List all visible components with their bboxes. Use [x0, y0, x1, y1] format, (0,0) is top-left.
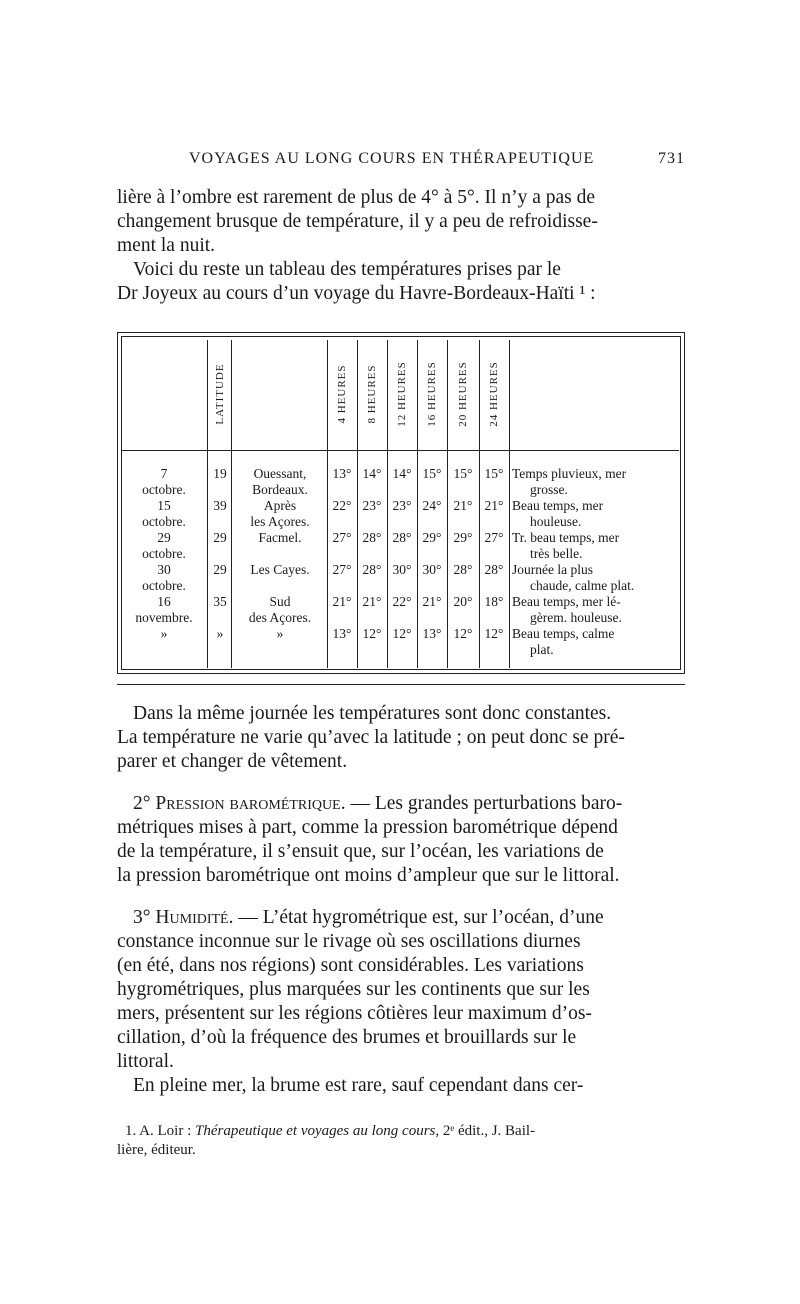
text-line: 3° Humidité. — L’état hygrométrique est, sur l’océan, d’une — [133, 907, 604, 928]
cell-date: 29 octobre. — [142, 530, 186, 561]
cell-temperature: 28° — [362, 530, 382, 545]
cell-temperature: 28° — [392, 530, 412, 545]
text-line: ment la nuit. — [117, 235, 216, 256]
cell-temperature: 21° — [453, 498, 473, 513]
cell-latitude: 29 — [213, 530, 227, 545]
text-line: la pression barométrique ont moins d’ampleur que sur le littoral. — [117, 865, 620, 886]
header-rule — [122, 450, 679, 451]
cell-temperature: 29° — [453, 530, 473, 545]
cell-temperature: 14° — [362, 466, 382, 481]
text-line: lière à l’ombre est rarement de plus de 4° à 5°. Il n’y a pas de — [117, 187, 595, 208]
footnote-line: 1. A. Loir : Thérapeutique et voyages au long cours, 2ᵉ édit., J. Bail- — [125, 1123, 536, 1139]
text-line: Voici du reste un tableau des températures prises par le — [133, 259, 561, 280]
cell-latitude: 35 — [213, 594, 227, 609]
cell-temperature: 14° — [392, 466, 412, 481]
cell-temperature: 21° — [332, 594, 352, 609]
text-line: La température ne varie qu’avec la latitude ; on peut donc se pré- — [117, 727, 625, 748]
text-line: hygrométriques, plus marquées sur les continents que sur les — [117, 979, 590, 1000]
section-heading: 2° Pression barométrique. — [133, 793, 346, 814]
header-8h: 8 HEURES — [366, 364, 378, 424]
cell-temperature: 12° — [392, 626, 412, 641]
cell-temperature: 27° — [484, 530, 504, 545]
text-line: métriques mises à part, comme la pression barométrique dépend — [117, 817, 618, 838]
cell-temperature: 29° — [422, 530, 442, 545]
text-line: de la température, il s’ensuit que, sur l’océan, les variations de — [117, 841, 604, 862]
cell-place: Facmel. — [258, 530, 302, 545]
cell-temperature: 13° — [332, 626, 352, 641]
cell-temperature: 12° — [484, 626, 504, 641]
cell-latitude: 39 — [213, 498, 227, 513]
cell-remark: Temps pluvieux, mer grosse. — [512, 466, 627, 497]
paragraph-humidity — [117, 906, 687, 1098]
column-divider — [509, 340, 510, 668]
cell-temperature: 27° — [332, 562, 352, 577]
text-line: Dans la même journée les températures sont donc constantes. — [133, 703, 612, 724]
header-24h: 24 HEURES — [488, 361, 500, 427]
cell-remark: Beau temps, mer houleuse. — [512, 498, 604, 529]
cell-place: Les Cayes. — [250, 562, 310, 577]
text-line: 2° Pression barométrique. — Les grandes perturbations baro- — [133, 793, 623, 814]
footnote-line: lière, éditeur. — [117, 1142, 196, 1158]
cell-temperature: 18° — [484, 594, 504, 609]
cell-temperature: 12° — [453, 626, 473, 641]
cell-temperature: 15° — [453, 466, 473, 481]
cell-place: » — [276, 626, 284, 641]
cell-temperature: 15° — [484, 466, 504, 481]
cell-temperature: 28° — [362, 562, 382, 577]
cell-remark: Beau temps, calme plat. — [512, 626, 615, 657]
column-divider — [207, 340, 208, 668]
cell-date: 7 octobre. — [142, 466, 186, 497]
page-number: 731 — [658, 150, 685, 167]
header-20h: 20 HEURES — [457, 361, 469, 427]
cell-remark: Journée la plus chaude, calme plat. — [512, 562, 635, 593]
section-heading: 3° Humidité. — [133, 907, 234, 928]
cell-temperature: 23° — [362, 498, 382, 513]
cell-temperature: 21° — [362, 594, 382, 609]
text-line: (en été, dans nos régions) sont considérables. Les variations — [117, 955, 584, 976]
cell-temperature: 22° — [392, 594, 412, 609]
table-bottom-rule — [117, 684, 685, 685]
footnote — [117, 1122, 687, 1160]
text-line: cillation, d’où la fréquence des brumes et brouillards sur le — [117, 1027, 577, 1048]
cell-remark: Beau temps, mer lé- gèrem. houleuse. — [512, 594, 622, 625]
cell-date: 15 octobre. — [142, 498, 186, 529]
text-line: mers, présentent sur les régions côtières leur maximum d’os- — [117, 1003, 592, 1024]
cell-temperature: 21° — [484, 498, 504, 513]
paragraph-pressure — [117, 792, 687, 888]
intro-paragraph — [117, 186, 687, 306]
cell-temperature: 15° — [422, 466, 442, 481]
paragraph-constant-temp — [117, 702, 687, 774]
cell-date: 30 octobre. — [142, 562, 186, 593]
cell-place: Après les Açores. — [250, 498, 310, 529]
cell-latitude: 29 — [213, 562, 227, 577]
cell-temperature: 22° — [332, 498, 352, 513]
cell-remark: Tr. beau temps, mer très belle. — [512, 530, 620, 561]
cell-temperature: 24° — [422, 498, 442, 513]
cell-temperature: 28° — [484, 562, 504, 577]
cell-date: 16 novembre. — [135, 594, 193, 625]
header-title: VOYAGES AU LONG COURS EN THÉRAPEUTIQUE — [189, 150, 595, 167]
header-4h: 4 HEURES — [336, 364, 348, 424]
cell-temperature: 20° — [453, 594, 473, 609]
cell-temperature: 28° — [453, 562, 473, 577]
cell-place: Sud des Açores. — [248, 594, 312, 625]
cell-date: » — [160, 626, 168, 641]
text-line: En pleine mer, la brume est rare, sauf cependant dans cer- — [133, 1075, 584, 1096]
cell-place: Ouessant, Bordeaux. — [252, 466, 308, 497]
text-line: Dr Joyeux au cours d’un voyage du Havre-Bordeaux-Haïti ¹ : — [117, 283, 596, 304]
temperature-table — [117, 322, 685, 684]
cell-temperature: 27° — [332, 530, 352, 545]
cell-temperature: 23° — [392, 498, 412, 513]
cell-temperature: 13° — [332, 466, 352, 481]
cell-temperature: 13° — [422, 626, 442, 641]
cell-latitude: » — [216, 626, 224, 641]
header-16h: 16 HEURES — [426, 361, 438, 427]
cell-latitude: 19 — [213, 466, 227, 481]
cell-temperature: 30° — [392, 562, 412, 577]
cell-temperature: 12° — [362, 626, 382, 641]
header-latitude: LATITUDE — [214, 363, 226, 425]
cell-temperature: 30° — [422, 562, 442, 577]
text-line: parer et changer de vêtement. — [117, 751, 348, 772]
header-12h: 12 HEURES — [396, 361, 408, 427]
cell-temperature: 21° — [422, 594, 442, 609]
column-divider — [231, 340, 232, 668]
text-line: changement brusque de température, il y a peu de refroidisse- — [117, 211, 598, 232]
text-line: littoral. — [117, 1051, 174, 1072]
text-line: constance inconnue sur le rivage où ses oscillations diurnes — [117, 931, 581, 952]
